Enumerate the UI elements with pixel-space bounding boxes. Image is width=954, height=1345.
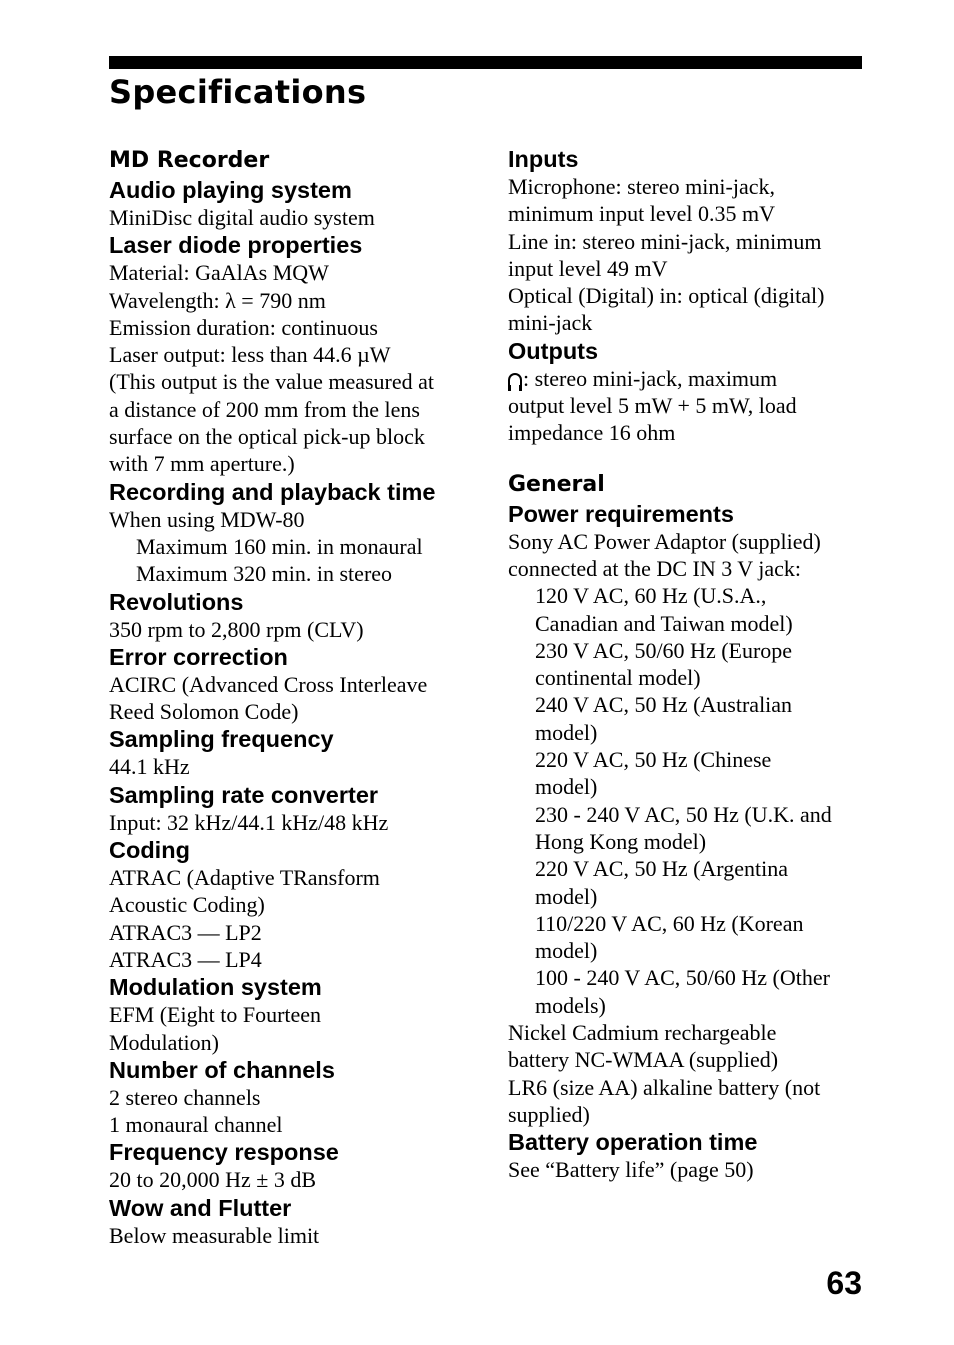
spec-line: surface on the optical pick-up block bbox=[109, 424, 425, 450]
heading-battery-operation-time: Battery operation time bbox=[508, 1129, 758, 1156]
spec-line: 20 to 20,000 Hz ± 3 dB bbox=[109, 1167, 317, 1193]
spec-line bbox=[508, 365, 868, 392]
spec-line: ATRAC3 — LP2 bbox=[109, 919, 262, 945]
heading-number-of-channels: Number of channels bbox=[109, 1056, 335, 1083]
spec-line: ATRAC3 — LP4 bbox=[109, 946, 262, 972]
heading-inputs: Inputs bbox=[508, 146, 579, 172]
spec-line-indented: 220 V AC, 50 Hz (Argentina bbox=[535, 856, 788, 882]
heading-error-correction: Error correction bbox=[109, 643, 288, 670]
spec-line: Laser output: less than 44.6 µW bbox=[109, 342, 391, 368]
spec-line: Optical (Digital) in: optical (digital) bbox=[508, 283, 825, 309]
spec-line: Modulation) bbox=[109, 1029, 219, 1055]
page-number: 63 bbox=[826, 1265, 862, 1301]
spec-line: See “Battery life” (page 50) bbox=[508, 1157, 754, 1183]
spec-line-indented: Maximum 160 min. in monaural bbox=[136, 533, 423, 559]
spec-line-indented: Hong Kong model) bbox=[535, 828, 707, 854]
spec-line: Microphone: stereo mini-jack, bbox=[508, 174, 775, 199]
heading-laser-diode-properties: Laser diode properties bbox=[109, 232, 363, 259]
spec-line-indented: model) bbox=[535, 938, 598, 964]
heading-audio-playing-system: Audio playing system bbox=[109, 177, 352, 203]
spec-line: Acoustic Coding) bbox=[109, 892, 265, 918]
spec-line: minimum input level 0.35 mV bbox=[508, 201, 776, 227]
section-general: General bbox=[508, 471, 605, 497]
spec-line: input level 49 mV bbox=[508, 255, 668, 281]
heading-power-requirements: Power requirements bbox=[508, 500, 734, 527]
spec-line-indented: 110/220 V AC, 60 Hz (Korean bbox=[535, 910, 804, 936]
heading-frequency-response: Frequency response bbox=[109, 1139, 339, 1166]
heading-sampling-frequency: Sampling frequency bbox=[109, 726, 334, 753]
spec-line: 350 rpm to 2,800 rpm (CLV) bbox=[109, 616, 364, 642]
spec-line-indented: 100 - 240 V AC, 50/60 Hz (Other bbox=[535, 965, 830, 991]
header-rule bbox=[109, 56, 862, 69]
spec-line: 1 monaural channel bbox=[109, 1112, 283, 1138]
spec-line-text: : stereo mini-jack, maximum bbox=[523, 365, 778, 391]
heading-modulation-system: Modulation system bbox=[109, 974, 322, 1001]
left-column bbox=[109, 145, 484, 1249]
spec-line: 2 stereo channels bbox=[109, 1084, 261, 1110]
spec-line-indented: continental model) bbox=[535, 665, 701, 691]
spec-line: Wavelength: λ = 790 nm bbox=[109, 287, 326, 313]
heading-sampling-rate-converter: Sampling rate converter bbox=[109, 781, 379, 808]
spec-line: Below measurable limit bbox=[109, 1222, 320, 1248]
spec-line: ATRAC (Adaptive TRansform bbox=[109, 865, 380, 891]
spec-line-indented: 230 - 240 V AC, 50 Hz (U.K. and bbox=[535, 801, 832, 827]
section-spacer bbox=[508, 447, 868, 469]
spec-line-indented: 120 V AC, 60 Hz (U.S.A., bbox=[535, 583, 767, 609]
spec-line: connected at the DC IN 3 V jack: bbox=[508, 555, 802, 581]
spec-line: EFM (Eight to Fourteen bbox=[109, 1002, 322, 1028]
heading-recording-playback-time: Recording and playback time bbox=[109, 478, 436, 505]
section-md-recorder: MD Recorder bbox=[109, 148, 270, 173]
spec-line: supplied) bbox=[508, 1101, 590, 1127]
spec-line: When using MDW-80 bbox=[109, 506, 305, 532]
spec-line: Nickel Cadmium rechargeable bbox=[508, 1020, 777, 1046]
spec-line: 44.1 kHz bbox=[109, 754, 190, 780]
spec-line-indented: Maximum 320 min. in stereo bbox=[136, 561, 393, 587]
page-title: Specifications bbox=[109, 73, 367, 111]
spec-line: mini-jack bbox=[508, 310, 593, 336]
spec-line: with 7 mm aperture.) bbox=[109, 451, 295, 477]
right-column bbox=[508, 145, 868, 1184]
spec-line-indented: model) bbox=[535, 774, 598, 800]
spec-line: Emission duration: continuous bbox=[109, 314, 378, 340]
spec-line-indented: models) bbox=[535, 992, 606, 1018]
spec-line: Sony AC Power Adaptor (supplied) bbox=[508, 528, 821, 554]
spec-line: MiniDisc digital audio system bbox=[109, 205, 375, 230]
spec-line: output level 5 mW + 5 mW, load bbox=[508, 393, 797, 419]
heading-coding: Coding bbox=[109, 837, 190, 864]
spec-line: (This output is the value measured at bbox=[109, 369, 435, 395]
spec-line-indented: model) bbox=[535, 719, 598, 745]
spec-line: a distance of 200 mm from the lens bbox=[109, 396, 420, 422]
heading-revolutions: Revolutions bbox=[109, 588, 244, 615]
spec-line: Input: 32 kHz/44.1 kHz/48 kHz bbox=[109, 809, 389, 835]
headphones-icon bbox=[508, 373, 522, 387]
spec-line-indented: 230 V AC, 50/60 Hz (Europe bbox=[535, 637, 793, 663]
spec-line-indented: 220 V AC, 50 Hz (Chinese bbox=[535, 747, 772, 773]
spec-line: Material: GaAlAs MQW bbox=[109, 260, 329, 286]
spec-line-indented: Canadian and Taiwan model) bbox=[535, 610, 793, 636]
spec-line: Line in: stereo mini-jack, minimum bbox=[508, 228, 822, 254]
heading-outputs: Outputs bbox=[508, 337, 599, 364]
spec-line: battery NC-WMAA (supplied) bbox=[508, 1047, 779, 1073]
spec-line: impedance 16 ohm bbox=[508, 420, 676, 446]
spec-line: Reed Solomon Code) bbox=[109, 699, 299, 725]
spec-line-indented: model) bbox=[535, 883, 598, 909]
spec-line-indented: 240 V AC, 50 Hz (Australian bbox=[535, 692, 793, 718]
heading-wow-and-flutter: Wow and Flutter bbox=[109, 1194, 292, 1221]
spec-line: LR6 (size AA) alkaline battery (not bbox=[508, 1074, 821, 1100]
spec-line: ACIRC (Advanced Cross Interleave bbox=[109, 671, 428, 697]
